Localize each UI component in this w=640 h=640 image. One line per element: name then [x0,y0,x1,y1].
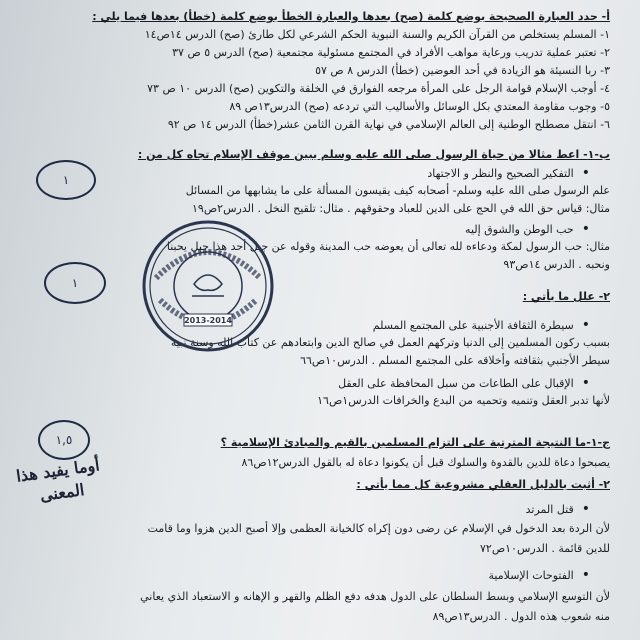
q3-point-1: • سيطرة الثقافة الأجنبية على المجتمع المسلم [373,318,590,333]
stamp-year: 2013-2014 [184,316,232,325]
grade-circle-bottom [38,420,90,460]
q2-heading: ب-١- اعط مثالا من حياة الرسول صلى الله عليه وسلم يبين موقف الإسلام تجاه كل من : [137,148,610,161]
q2-line-6: ونحبه . الدرس ١٤ص٩٣ [503,258,610,271]
grade-circle-mid-value: ١ [71,276,79,290]
official-stamp-icon [140,218,276,354]
q5-heading: ٢- أثبت بالدليل العقلي مشروعية كل مما يأتي : [356,478,610,491]
q4-answer: يصبحوا دعاة للدين بالقدوة والسلوك قبل أن يكونوا دعاة له بالقول الدرس١٢ص٨٦ [241,456,610,469]
q2-line-5: مثال: حب الرسول لمكة ودعاءه لله تعالى أن يعوضه حب المدينة وقوله عن جبل أحد هذا جبل يحبنا [166,240,610,253]
q1-item-3: ٣- ربا النسيئة هو الزيادة في أحد العوضين (خطأ) الدرس ٨ ص ٥٧ [315,64,610,77]
grade-circle-top [36,160,96,200]
q3-line-3: سيطر الأجنبي بثقافته وأخلاقه على المجتمع المسلم . الدرس١٠ص٦٦ [300,354,610,367]
q5-line-2: لأن الردة بعد الدخول في الإسلام عن رضى دون إكراه كالخيانة العظمى وإلا أصبح الدين هزوا وما قامت [147,522,610,535]
q3-heading: ٢- علل ما يأتي : [522,290,610,303]
q3-line-5: لأنها تدبر العقل وتنميه وتحميه من البدع والخرافات الدرس١ص١٦ [317,394,610,407]
q5-point-1: • قتل المرتد [526,502,590,517]
handwritten-note-line-2: المعنى [38,480,86,506]
handwritten-note-line-1: أوما يفيد هذا [15,455,101,486]
grade-circle-bottom-value: ١,٥ [55,433,73,447]
q1-item-4: ٤- أوجب الإسلام قوامة الرجل على المرأة مرجعه الفوارق في الخلقة والتكوين (صح) الدرس ١٠ ص ٧٣ [147,82,610,95]
q1-item-5: ٥- وجوب مقاومة المعتدي بكل الوسائل والأساليب التي تردعه (صح) الدرس١٣ص ٨٩ [229,100,610,113]
q5-line-6: منه شعوب هذه الدول . الدرس١٣ص٨٩ [432,610,610,623]
q1-heading: أ- حدد العبارة الصحيحة بوضع كلمة (صح) بعدها والعبارة الخطأ بوضع كلمة (خطأ) بعدها فيما يلي : [92,10,610,23]
q2-point-1: • التفكير الصحيح والنظر و الاجتهاد [427,166,590,181]
q2-line-2: علم الرسول صلى الله عليه وسلم- أصحابه كيف يقيسون المسألة على ما يشابهها من المسائل [185,184,610,197]
q4-heading: ج-١-ما النتيجة المترتبة على التزام المسلمين بالقيم والمبادئ الإسلامية ؟ [220,436,610,449]
grade-circle-top-value: ١ [62,173,70,187]
q3-line-2: بسبب ركون المسلمين إلى الدنيا وتركهم العمل في صالح الدين وابتعادهم عن كتاب الله وسنة نبيه [170,336,610,349]
q5-line-3: للدين قائمة . الدرس١٠ص٧٢ [479,542,610,555]
q2-point-2: • حب الوطن والشوق إليه [465,222,590,237]
grade-circle-mid [44,262,106,304]
q5-line-5: لأن التوسع الإسلامي وبسط السلطان على الدول هدفه دفع الظلم والقهر و الإهانه و الاستعباد الذي يعاني [140,590,610,603]
q3-point-2: • الإقبال على الطاعات من سبل المحافظة على العقل [338,376,590,391]
q1-item-2: ٢- تعتبر عملية تدريب ورعاية مواهب الأفراد في المجتمع مسئولية مجتمعية (صح) الدرس ٥ ص ٣٧ [172,46,610,59]
q1-item-6: ٦- انتقل مصطلح الوطنية إلى العالم الإسلامي في نهاية القرن الثامن عشر(خطأ) الدرس ١٤ ص ٩٢ [167,118,610,131]
q2-line-3: مثال: قياس حق الله في الحج على الدين للعباد وحقوقهم . مثال: تلقيح النخل . الدرس٢ص١٩ [192,202,610,215]
q1-item-1: ١- المسلم يستخلص من القرآن الكريم والسنة النبوية الحكم الشرعي لكل طارئ (صح) الدرس ١٤ص١٤ [144,28,610,41]
q5-point-2: • الفتوحات الإسلامية [489,568,590,583]
